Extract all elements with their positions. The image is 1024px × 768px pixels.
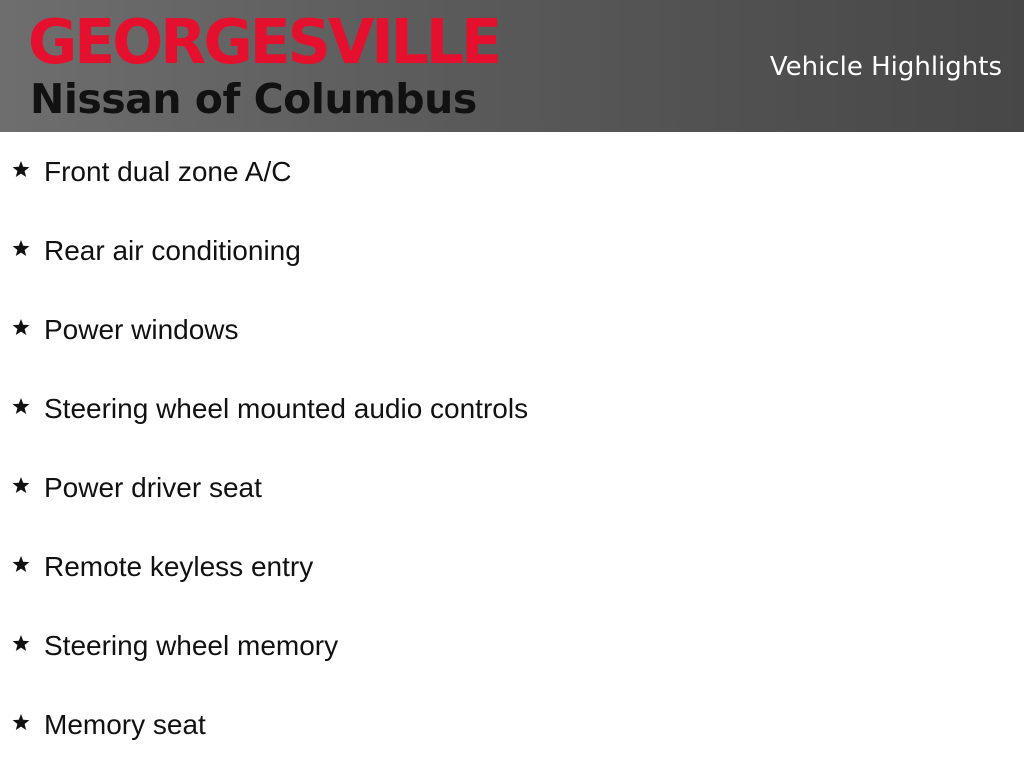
highlight-label: Remote keyless entry — [44, 551, 314, 582]
page-title: Vehicle Highlights — [769, 52, 1002, 82]
highlight-label: Front dual zone A/C — [44, 156, 292, 187]
highlights-list — [0, 132, 1024, 764]
highlight-label: Power driver seat — [44, 472, 262, 503]
list-item — [0, 369, 1024, 448]
dealer-logo — [28, 8, 573, 124]
list-item — [0, 211, 1024, 290]
star-icon — [11, 317, 31, 337]
list-item — [0, 685, 1024, 764]
highlight-label: Steering wheel memory — [44, 630, 339, 661]
header-banner — [0, 0, 1024, 132]
highlight-label: Memory seat — [44, 709, 206, 740]
logo-georgesville: GEORGESVILLE — [28, 6, 500, 79]
star-icon — [11, 396, 31, 416]
star-icon — [11, 159, 31, 179]
list-item — [0, 606, 1024, 685]
highlight-label: Rear air conditioning — [44, 235, 301, 266]
list-item — [0, 448, 1024, 527]
logo-nissan-of-columbus: Nissan of Columbus — [30, 75, 477, 123]
list-item — [0, 132, 1024, 211]
highlight-label: Steering wheel mounted audio controls — [44, 393, 529, 424]
star-icon — [11, 712, 31, 732]
star-icon — [11, 633, 31, 653]
list-item — [0, 290, 1024, 369]
star-icon — [11, 554, 31, 574]
star-icon — [11, 238, 31, 258]
highlight-label: Power windows — [44, 314, 239, 345]
list-item — [0, 527, 1024, 606]
star-icon — [11, 475, 31, 495]
